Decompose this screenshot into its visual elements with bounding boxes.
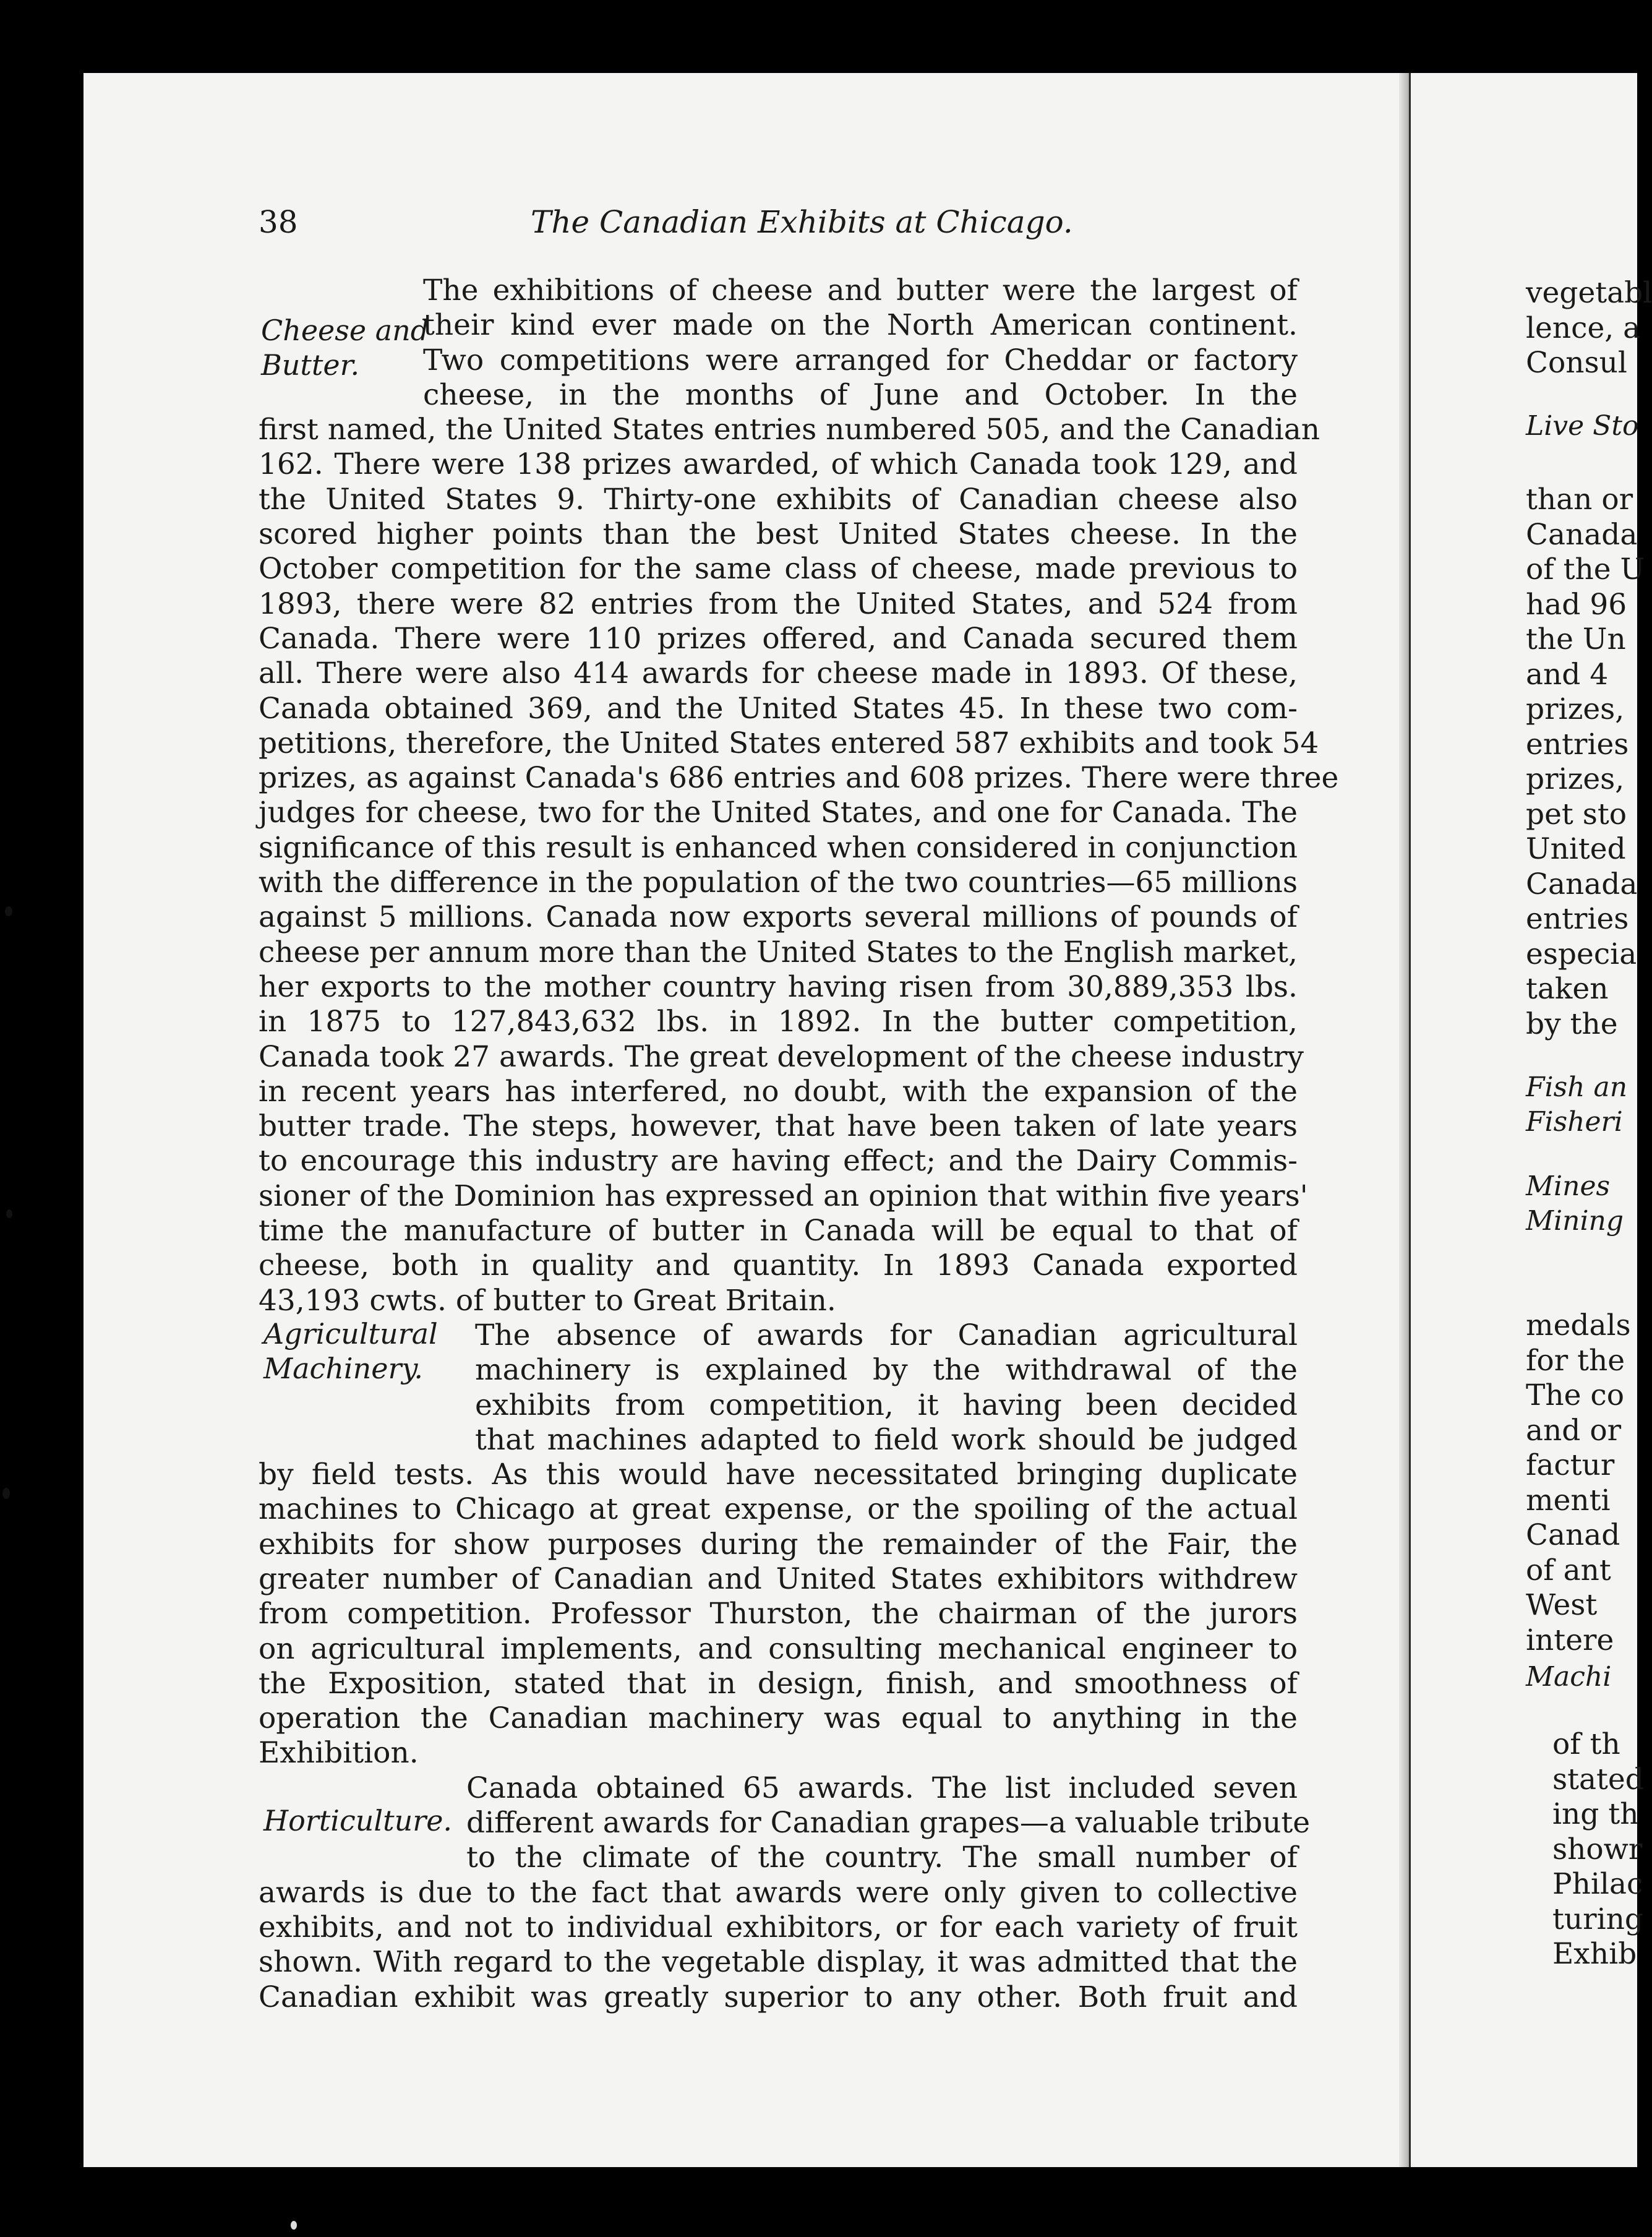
text-line: Two competitions were arranged for Cheddar or factory — [423, 343, 1298, 377]
right-line: and 4 — [1526, 657, 1609, 692]
text-line: machines to Chicago at great expense, or the spoiling of the actual — [259, 1492, 1298, 1527]
right-line: Canada — [1526, 517, 1638, 552]
sidenote-line: Cheese and — [261, 314, 429, 347]
text-line: 1893, there were 82 entries from the United States, and 524 from — [259, 586, 1298, 621]
text-line: against 5 millions. Canada now exports several millions of pounds of — [259, 900, 1298, 935]
right-sidenote-line: Fish an — [1526, 1071, 1628, 1103]
right-sidenote-line: Mining — [1526, 1205, 1624, 1237]
right-page-text-b — [1526, 483, 1645, 1042]
text-line: cheese, both in quality and quantity. In 1893 Canada exported — [259, 1248, 1298, 1283]
scan-speck — [2, 1488, 10, 1499]
text-line: awards is due to the fact that awards were only given to collective — [259, 1875, 1298, 1910]
sidenote-line: Horticulture. — [263, 1804, 453, 1837]
text-line: the Exposition, stated that in design, finish, and smoothness of — [259, 1666, 1298, 1701]
text-line: Canada. There were 110 prizes offered, and Canada secured them — [259, 621, 1298, 656]
text-line: machinery is explained by the withdrawal of the — [475, 1353, 1298, 1388]
text-line: 162. There were 138 prizes awarded, of which Canada took 129, and — [259, 447, 1298, 482]
right-sidenote-line: Mines — [1526, 1170, 1611, 1202]
text-line: the United States 9. Thirty-one exhibits of Canadian cheese also — [259, 482, 1298, 517]
page-number: 38 — [259, 204, 298, 240]
right-page-text-d — [1552, 1727, 1644, 1972]
text-line: on agricultural implements, and consulting mechanical engineer to — [259, 1631, 1298, 1666]
right-line: vegetabl — [1526, 276, 1652, 310]
text-line: exhibits for show purposes during the remainder of the Fair, the — [259, 1527, 1298, 1561]
text-line: cheese per annum more than the United States to the English market, — [259, 935, 1298, 969]
text-line: Canadian exhibit was greatly superior to any other. Both fruit and — [259, 1980, 1298, 2014]
text-line: with the difference in the population of the two countries—65 millions — [259, 865, 1298, 900]
scan-speck — [5, 906, 12, 916]
text-line: exhibits, and not to individual exhibitors, or for each variety of fruit — [259, 1910, 1298, 1944]
right-line: United — [1526, 832, 1626, 866]
text-line: Canada obtained 65 awards. The list included seven — [466, 1771, 1298, 1805]
text-line: greater number of Canadian and United States exhibitors withdrew — [259, 1561, 1298, 1596]
right-line: intere — [1526, 1623, 1614, 1657]
text-line: first named, the United States entries numbered 505, and the Canadian — [259, 413, 1320, 447]
text-line: The exhibitions of cheese and butter were the largest of — [423, 273, 1298, 307]
right-sidenote-line: Fisheri — [1526, 1106, 1623, 1138]
right-line: Philac — [1552, 1867, 1643, 1901]
text-line: from competition. Professor Thurston, the chairman of the jurors — [259, 1597, 1298, 1631]
right-line: Exhib — [1552, 1937, 1637, 1971]
right-line: of ant — [1526, 1553, 1611, 1587]
right-line: especia — [1526, 937, 1637, 971]
right-line: entries — [1526, 727, 1629, 762]
text-line: significance of this result is enhanced when considered in conjunction — [259, 830, 1298, 865]
text-line: different awards for Canadian grapes—a valuable tribute — [466, 1806, 1311, 1840]
right-sidenote-line: Live Sto — [1526, 410, 1639, 442]
right-line: taken — [1526, 972, 1609, 1006]
right-line: West — [1526, 1588, 1598, 1622]
text-line: October competition for the same class of cheese, made previous to — [259, 552, 1298, 586]
text-line: Exhibition. — [259, 1736, 419, 1771]
text-line: sioner of the Dominion has expressed an opinion that within five years' — [259, 1179, 1308, 1213]
right-line: for the — [1526, 1343, 1625, 1378]
text-line: cheese, in the months of June and October. In the — [423, 377, 1298, 412]
text-line: The absence of awards for Canadian agricultural — [475, 1318, 1298, 1352]
text-line: prizes, as against Canada's 686 entries and 608 prizes. There were three — [259, 761, 1339, 796]
right-line: of th — [1552, 1727, 1620, 1761]
scan-speck — [6, 1209, 12, 1218]
right-line: pet sto — [1526, 797, 1627, 831]
right-line: prizes, — [1526, 762, 1625, 796]
scan-speck — [291, 2221, 297, 2230]
text-line: Canada took 27 awards. The great development of the cheese industry — [259, 1039, 1304, 1074]
text-line: time the manufacture of butter in Canada will be equal to that of — [259, 1214, 1298, 1248]
text-line: all. There were also 414 awards for cheese made in 1893. Of these, — [259, 656, 1298, 691]
text-line: that machines adapted to field work should be judged — [475, 1422, 1298, 1457]
text-line: petitions, therefore, the United States entered 587 exhibits and took 54 — [259, 726, 1319, 760]
right-line: Canada — [1526, 867, 1638, 901]
right-line: lence, a — [1526, 311, 1641, 345]
text-line: to encourage this industry are having effect; and the Dairy Commis- — [259, 1144, 1298, 1179]
right-line: of the U — [1526, 552, 1645, 586]
right-sidenote-machinery — [1526, 1661, 1611, 1693]
text-line: shown. With regard to the vegetable display, it was admitted that the — [259, 1945, 1298, 1980]
text-line: exhibits from competition, it having been decided — [475, 1388, 1298, 1422]
text-line: their kind ever made on the North American continent. — [423, 308, 1298, 343]
sidenote-line: Machinery. — [263, 1352, 423, 1385]
right-line: showr — [1552, 1832, 1643, 1866]
right-line: prizes, — [1526, 692, 1625, 726]
text-line: butter trade. The steps, however, that have been taken of late years — [259, 1109, 1298, 1144]
right-line: medals — [1526, 1308, 1631, 1342]
right-line: stated — [1552, 1762, 1644, 1797]
body-text — [259, 273, 1339, 2015]
text-line: scored higher points than the best United States cheese. In the — [259, 517, 1298, 552]
right-sidenote-mines — [1526, 1169, 1624, 1239]
right-sidenote-live-stock — [1526, 410, 1639, 442]
right-line: turing — [1552, 1902, 1644, 1936]
text-line: Canada obtained 369, and the United States 45. In these two com- — [259, 691, 1298, 726]
right-line: entries — [1526, 902, 1629, 936]
right-line: Canad — [1526, 1518, 1620, 1552]
right-line: by the — [1526, 1007, 1618, 1041]
sidenote-line: Butter. — [261, 348, 360, 382]
right-sidenote-line: Machi — [1526, 1661, 1612, 1693]
text-line: in 1875 to 127,843,632 lbs. in 1892. In the butter competition, — [259, 1005, 1298, 1039]
text-line: her exports to the mother country having risen from 30,889,353 lbs. — [259, 969, 1298, 1004]
running-title: The Canadian Exhibits at Chicago. — [531, 204, 1073, 240]
right-line: The co — [1526, 1378, 1624, 1412]
right-line: menti — [1526, 1483, 1611, 1518]
right-page-text-a — [1526, 276, 1652, 381]
right-line: had 96 — [1526, 587, 1627, 622]
page-header — [259, 204, 1310, 254]
right-line: and or — [1526, 1413, 1622, 1448]
text-line: in recent years has interfered, no doubt, with the expansion of the — [259, 1074, 1298, 1109]
right-line: factur — [1526, 1448, 1615, 1482]
right-page-text-c — [1526, 1308, 1631, 1658]
text-line: 43,193 cwts. of butter to Great Britain. — [259, 1283, 836, 1318]
right-line: Consul — [1526, 346, 1627, 380]
right-sidenote-fish — [1526, 1070, 1627, 1140]
text-line: judges for cheese, two for the United States, and one for Canada. The — [259, 796, 1298, 830]
text-line: by field tests. As this would have necessitated bringing duplicate — [259, 1458, 1298, 1492]
right-line: ing th — [1552, 1797, 1639, 1831]
right-line: than or — [1526, 483, 1633, 517]
text-line: to the climate of the country. The small number of — [466, 1840, 1298, 1875]
right-line: the Un — [1526, 622, 1626, 656]
text-line: operation the Canadian machinery was equal to anything in the — [259, 1701, 1298, 1736]
sidenote-line: Agricultural — [263, 1317, 438, 1350]
